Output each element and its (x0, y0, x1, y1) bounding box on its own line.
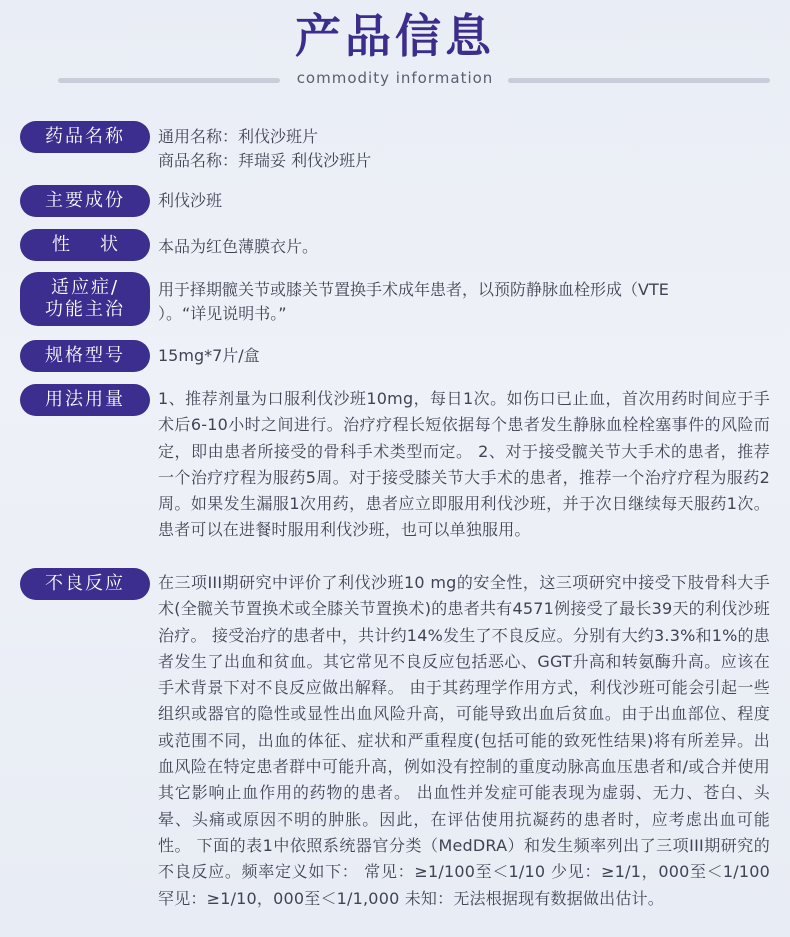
value-main-ingredient (158, 189, 770, 213)
value-drug-name (158, 125, 770, 173)
indications-text-line1: 用于择期髋关节或膝关节置换手术成年患者，以预防静脉血栓形成（VTE (158, 280, 669, 299)
section-header (0, 8, 790, 98)
label-properties: 性状 (20, 229, 150, 261)
label-specification: 规格型号 (20, 340, 150, 372)
row-specification (20, 340, 780, 372)
value-specification (158, 344, 770, 368)
label-adverse-reactions: 不良反应 (20, 568, 150, 600)
value-adverse-reactions: 在三项III期研究中评价了利伐沙班10 mg的安全性，这三项研究中接受下肢骨科大手术(全髋关节置换术或全膝关节置换术)的患者共有4571例接受了最长39天的利伐沙班治疗。 接受治疗的患者中，共计约14%发生了不良反应。分别有大约3.3%和1%的患者发生了出血和贫血。其它常见不良反应包括恶心、GGT升高和转氨酶升高。应该在手术背景下对不良反应做出解释。 由于其药理学作用方式，利伐沙班可能会引起一些组织或器官的隐性或显性出血风险升高，可能导致出血后贫血。由于出血部位、程度或范围不同，出血的体征、症状和严重程度(包括可能的致死性结果)将有所差异。出血风险在特定患者群中可能升高，例如没有控制的重度动脉高血压患者和/或合并使用其它影响止血作用的药物的患者。 出血性并发症可能表现为虚弱、无力、苍白、头晕、头痛或原因不明的肿胀。因此，在评估使用抗凝药的患者时，应考虑出血可能性。 下面的表1中依照系统器官分类（MedDRA）和发生频率列出了三项III期研究的不良反应。频率定义如下： 常见：≥1/100至＜1/10 少见：≥1/1，000至＜1/100 罕见：≥1/10，000至＜1/1,000 未知：无法根据现有数据做出估计。 (158, 573, 770, 908)
label-main-ingredient: 主要成份 (20, 185, 150, 217)
properties-text: 本品为红色薄膜衣片。 (158, 237, 319, 256)
row-usage (20, 384, 780, 564)
label-usage: 用法用量 (20, 384, 150, 416)
value-usage: 1、推荐剂量为口服利伐沙班10mg，每日1次。如伤口已止血，首次用药时间应于手术后6-10小时之间进行。治疗疗程长短依据每个患者发生静脉血栓栓塞事件的风险而定，即由患者所接受的骨科手术类型而定。 2、对于接受髋关节大手术的患者，推荐一个治疗疗程为服药5周。对于接受膝关节大手术的患者，推荐一个治疗疗程为服药2周。如果发生漏服1次用药，患者应立即服用利伐沙班，并于次日继续每天服药1次。患者可以在进餐时服用利伐沙班，也可以单独服用。 (158, 389, 770, 540)
label-indications (20, 272, 150, 326)
generic-name-text: 通用名称：利伐沙班片 (158, 127, 319, 146)
label-drug-name: 药品名称 (20, 121, 150, 153)
label-indications-line2: 功能主治 (45, 299, 125, 320)
indications-text-line2: ）。“详见说明书。” (158, 304, 287, 323)
trade-name-text: 商品名称：拜瑞妥 利伐沙班片 (158, 151, 372, 170)
specification-text: 15mg*7片/盒 (158, 346, 260, 365)
row-main-ingredient (20, 185, 780, 217)
main-ingredient-text: 利伐沙班 (158, 191, 223, 210)
value-indications (158, 278, 770, 326)
row-indications (20, 272, 780, 328)
row-adverse-reactions (20, 568, 780, 936)
row-drug-name (20, 121, 780, 177)
value-properties (158, 235, 770, 259)
label-indications-line1: 适应症/ (50, 277, 120, 298)
page-title: 产品信息 (295, 9, 495, 63)
row-properties (20, 229, 780, 261)
page-subtitle: commodity information (296, 69, 494, 87)
